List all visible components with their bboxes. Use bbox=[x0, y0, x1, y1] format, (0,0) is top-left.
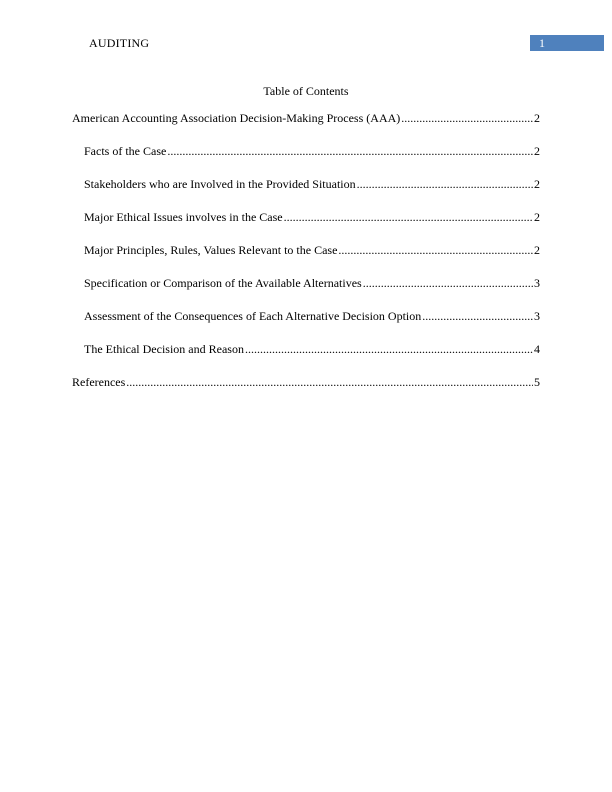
toc-dot-leader bbox=[338, 243, 533, 257]
toc-entry-ethical-decision[interactable] bbox=[72, 342, 540, 375]
toc-entry-page: 2 bbox=[534, 177, 540, 191]
toc-dot-leader bbox=[245, 342, 533, 356]
toc-entry-page: 2 bbox=[534, 144, 540, 158]
toc-entry-facts[interactable] bbox=[72, 144, 540, 177]
toc-entry-title: Assessment of the Consequences of Each Alternative Decision Option bbox=[84, 309, 422, 323]
toc-entry-ethical-issues[interactable] bbox=[72, 210, 540, 243]
page-number: 1 bbox=[539, 36, 545, 50]
toc-entry-title: American Accounting Association Decision-Making Process (AAA) bbox=[72, 111, 401, 125]
toc-entry-title: Major Ethical Issues involves in the Case bbox=[84, 210, 283, 224]
toc-dot-leader bbox=[167, 144, 533, 158]
toc-entry-references[interactable] bbox=[72, 375, 540, 408]
toc-entry-title: The Ethical Decision and Reason bbox=[84, 342, 244, 356]
toc-entry-title: Specification or Comparison of the Available Alternatives bbox=[84, 276, 362, 290]
toc-heading: Table of Contents bbox=[263, 84, 349, 98]
toc-entry-title: References bbox=[72, 375, 126, 389]
toc-entry-title: Facts of the Case bbox=[84, 144, 167, 158]
toc-dot-leader bbox=[401, 111, 533, 125]
toc-entry-page: 2 bbox=[534, 111, 540, 125]
toc-entry-principles[interactable] bbox=[72, 243, 540, 276]
toc-entry-alternatives[interactable] bbox=[72, 276, 540, 309]
toc-entry-title: Major Principles, Rules, Values Relevant to the Case bbox=[84, 243, 338, 257]
toc-entry-page: 2 bbox=[534, 210, 540, 224]
toc-dot-leader bbox=[126, 375, 533, 389]
toc-dot-leader bbox=[284, 210, 533, 224]
toc-entry-page: 5 bbox=[534, 375, 540, 389]
toc-entry-page: 2 bbox=[534, 243, 540, 257]
toc-entry-page: 3 bbox=[534, 309, 540, 323]
page-number-badge bbox=[530, 35, 604, 51]
toc-entry-page: 4 bbox=[534, 342, 540, 356]
running-head: AUDITING bbox=[89, 36, 150, 50]
toc-dot-leader bbox=[422, 309, 533, 323]
toc-entry-consequences[interactable] bbox=[72, 309, 540, 342]
toc-dot-leader bbox=[357, 177, 533, 191]
toc-entry-title: Stakeholders who are Involved in the Provided Situation bbox=[84, 177, 356, 191]
toc-dot-leader bbox=[363, 276, 533, 290]
toc-entry-stakeholders[interactable] bbox=[72, 177, 540, 210]
table-of-contents bbox=[72, 111, 540, 408]
toc-entry-page: 3 bbox=[534, 276, 540, 290]
toc-entry-aaa-process[interactable] bbox=[72, 111, 540, 144]
